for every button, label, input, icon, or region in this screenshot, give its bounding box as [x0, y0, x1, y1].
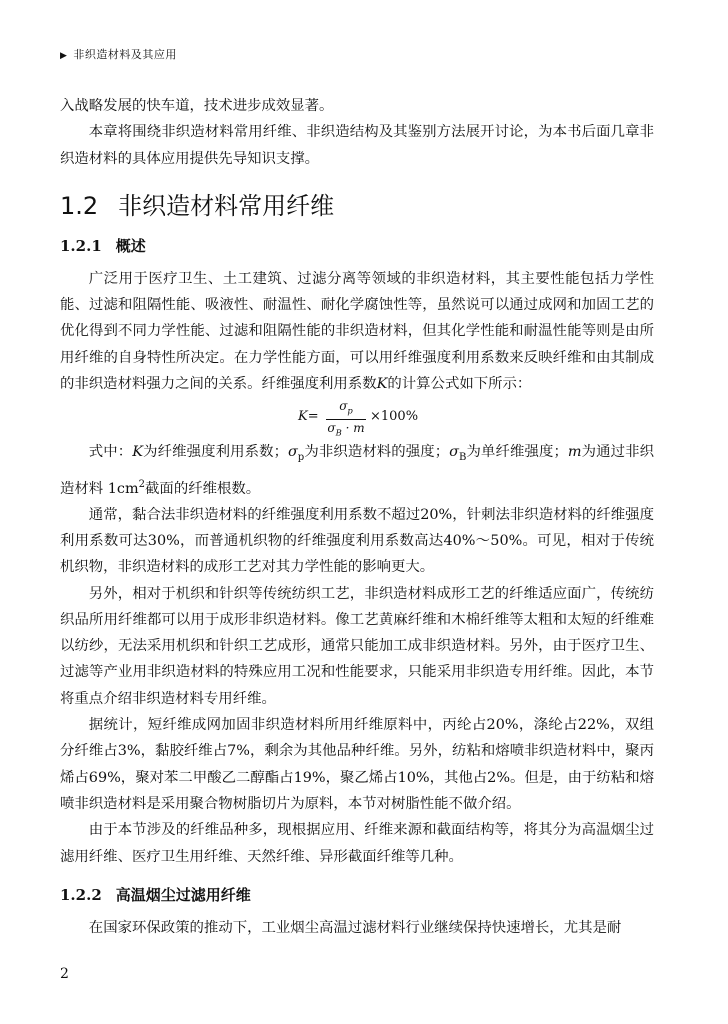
subsection-number-2: 1.2.2 — [60, 885, 102, 904]
paragraph-overview — [60, 266, 654, 397]
intro-paragraph-1: 入战略发展的快车道，技术进步成效显著。 — [60, 98, 334, 114]
paragraph-formula-legend: 式中：K为纤维强度利用系数；$\sigma_p$为非织造材料的强度；$\sigma_B$为单纤维强度；m为通过非织造材料 $1cm^2$截面的纤维根数。 — [60, 444, 654, 497]
paragraph-statistics: 据统计，短纤维成网加固非织造材料所用纤维原料中，丙纶占20%，涤纶占22%，双组分纤维占3%，黏胶纤维占7%，剩余为其他品种纤维。另外，纺粘和熔喷非织造材料中，聚丙烯占69%，聚对苯二甲酸乙二醇酯占19%，聚乙烯占10%，其他占2%。但是，由于纺粘和熔喷非织造材料是采用聚合物树脂切片为原料，本节对树脂性能不做介绍。 — [60, 717, 654, 812]
subsection-heading-1 — [60, 235, 654, 256]
formula-fraction — [326, 399, 366, 439]
subsection-number-1: 1.2.1 — [60, 236, 102, 255]
section-heading — [60, 186, 654, 221]
paragraph-overview-tail: 的计算公式如下所示： — [387, 376, 532, 393]
header-title: 非织造材料及其应用 — [73, 48, 177, 61]
subsection-title-2: 高温烟尘过滤用纤维 — [115, 885, 251, 904]
paragraph-overview-text: 广泛用于医疗卫生、土工建筑、过滤分离等领域的非织造材料，其主要性能包括力学性能、过滤和阻隔性能、吸液性、耐温性、耐化学腐蚀性等，虽然说可以通过成网和加固工艺的优化得到不同力学性能、过滤和阻隔性能的非织造材料，但其化学性能和耐温性能等则是由所用纤维的自身特性所决定。在力学性能方面，可以用纤维强度利用系数来反映纤维和由其制成的非织造材料强力之间的关系。纤维强度利用系数 — [60, 270, 654, 393]
formula-lhs: K= — [298, 409, 319, 425]
section-title: 非织造材料常用纤维 — [118, 191, 335, 220]
fraction-bar — [326, 419, 366, 420]
paragraph-classification: 由于本节涉及的纤维品种多，现根据应用、纤维来源和截面结构等，将其分为高温烟尘过滤用纤维、医疗卫生用纤维、天然纤维、异形截面纤维等几种。 — [60, 822, 654, 865]
paragraph-fibers: 另外，相对于机织和针织等传统纺织工艺，非织造材料成形工艺的纤维适应面广，传统纺织品所用纤维都可以用于成形非织造材料。像工艺黄麻纤维和木棉纤维等太粗和太短的纤维难以纺纱，无法采用机织和针织工艺成形，通常只能加工成非织造材料。另外，由于医疗卫生、过滤等产业用非织造材料的特殊应用工况和性能要求，只能采用非织造专用纤维。因此，本节将重点介绍非织造材料专用纤维。 — [60, 585, 654, 707]
page-number: 2 — [60, 966, 69, 982]
paragraph-filtration: 在国家环保政策的推动下，工业烟尘高温过滤材料行业继续保持快速增长，尤其是耐 — [88, 919, 622, 936]
subsection-title-1: 概述 — [115, 236, 146, 255]
paragraph-strength: 通常，黏合法非织造材料的纤维强度利用系数不超过20%，针刺法非织造材料的纤维强度利用系数可达30%，而普通机织物的纤维强度利用系数高达40%～50%。可见，相对于传统机织物，非织造材料的成形工艺对其力学性能的影响更大。 — [60, 506, 654, 576]
section-number: 1.2 — [60, 191, 99, 220]
formula-rhs: ×100% — [370, 409, 419, 425]
subsection-heading-2 — [60, 884, 654, 905]
page-body — [60, 93, 654, 941]
running-header — [60, 46, 177, 62]
header-marker-icon: ▶ — [60, 51, 68, 61]
formula-numerator: $\sigma_p$ — [339, 399, 353, 416]
symbol-k: K — [376, 376, 388, 393]
formula-denominator: $\sigma_B \cdot m$ — [327, 420, 365, 438]
formula-block — [60, 399, 654, 438]
intro-paragraph-2: 本章将围绕非织造材料常用纤维、非织造结构及其鉴别方法展开讨论，为本书后面几章非织造材料的具体应用提供先导知识支撑。 — [60, 124, 654, 167]
